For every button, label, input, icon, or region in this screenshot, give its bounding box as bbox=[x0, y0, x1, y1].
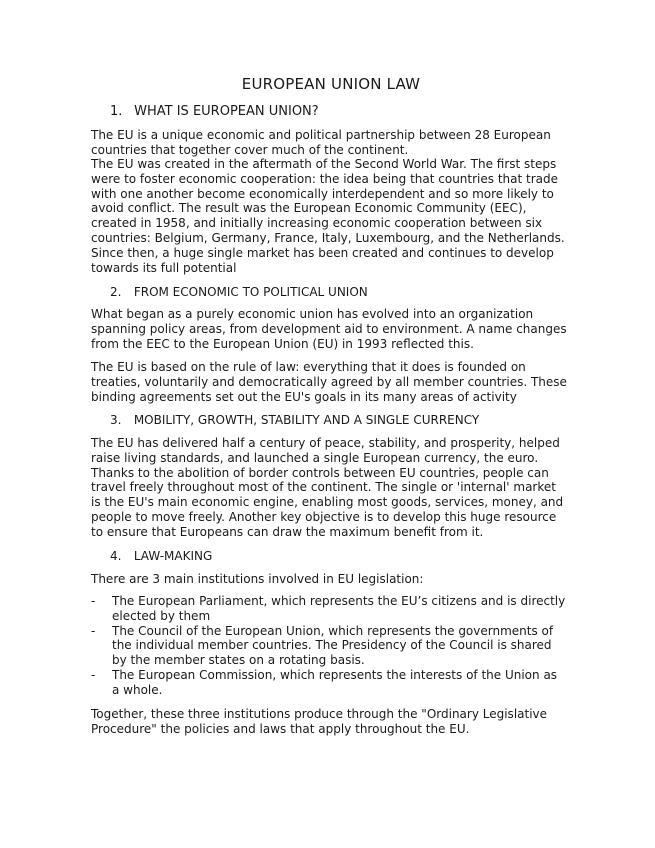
section-heading-economic-to-political bbox=[110, 285, 368, 299]
section-heading-mobility-growth bbox=[110, 413, 479, 427]
section-number: 1. bbox=[110, 104, 123, 119]
section-title: WHAT IS EUROPEAN UNION? bbox=[134, 104, 319, 119]
section-heading-law-making bbox=[110, 549, 212, 563]
section-number: 4. bbox=[110, 549, 122, 563]
bullet-dash: - bbox=[91, 667, 96, 682]
bullet-dash: - bbox=[91, 594, 96, 608]
list-item bbox=[91, 624, 567, 668]
section-number: 3. bbox=[110, 413, 122, 427]
list-item bbox=[91, 668, 567, 698]
list-item-text: The Council of the European Union, which represents the governments of the individual member countries. The Presidency of the Council is shared by the member states on a rotating basis. bbox=[112, 623, 554, 668]
bullet-dash: - bbox=[91, 623, 96, 638]
list-item bbox=[91, 594, 567, 624]
paragraph: The EU was created in the aftermath of the Second World War. The first steps were to foster economic cooperation: the idea being that countries that trade with one another become economically interdependent and so more likely to avoid conflict. The result was the European Economic Community (EEC), created in 1958, and initially increasing economic cooperation between six countries: Belgium, Germany, France, Italy, Luxembourg, and the Netherlands. Since then, a huge single market has been created and continues to develop towards its full potential bbox=[91, 157, 565, 275]
list-item-text: The European Parliament, which represents the EU’s citizens and is directly elected by them bbox=[112, 594, 566, 623]
section-title: MOBILITY, GROWTH, STABILITY AND A SINGLE CURRENCY bbox=[133, 413, 480, 427]
paragraph: The EU is based on the rule of law: everything that it does is founded on treaties, voluntarily and democratically agreed by all member countries. These binding agreements set out the EU's goals in its many areas of activity bbox=[91, 360, 567, 404]
section-heading-what-is-eu bbox=[110, 104, 319, 119]
paragraph: There are 3 main institutions involved in EU legislation: bbox=[91, 572, 424, 586]
paragraph: The EU has delivered half a century of peace, stability, and prosperity, helped raise living standards, and launched a single European currency, the euro. Thanks to the abolition of border controls between EU countries, people can travel freely throughout most of the continent. The single or 'internal' market is the EU's main economic engine, enabling most goods, services, money, and people to move freely. Another key objective is to develop this huge resource to ensure that Europeans can draw the maximum benefit from it. bbox=[91, 436, 564, 539]
section-number: 2. bbox=[110, 285, 122, 299]
list-item-text: The European Commission, which represents the interests of the Union as a whole. bbox=[112, 667, 558, 697]
paragraph-closing: Together, these three institutions produce through the "Ordinary Legislative Procedure" the policies and laws that apply throughout the EU. bbox=[91, 707, 548, 736]
paragraph: What began as a purely economic union has evolved into an organization spanning policy areas, from development aid to environment. A name changes from the EEC to the European Union (EU) in 1993 reflected this. bbox=[91, 307, 567, 351]
document-title: EUROPEAN UNION LAW bbox=[241, 75, 421, 93]
institutions-list bbox=[91, 594, 567, 698]
section-title: FROM ECONOMIC TO POLITICAL UNION bbox=[133, 285, 368, 299]
paragraph: The EU is a unique economic and political partnership between 28 European countries that together cover much of the continent. bbox=[91, 128, 551, 157]
section-title: LAW-MAKING bbox=[133, 549, 213, 563]
